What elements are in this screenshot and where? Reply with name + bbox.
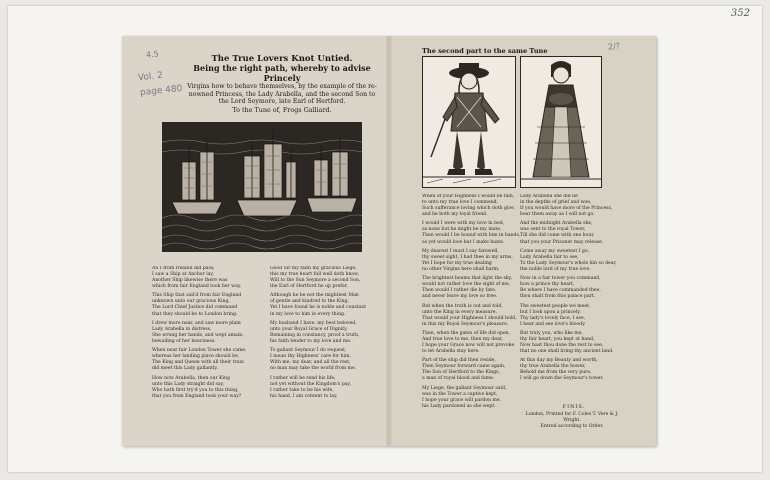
- verse-line: AS I from Ireland did pass,: [152, 266, 215, 271]
- folio-number: 352: [730, 8, 750, 19]
- verse-line: Thy lady's lovely face, I see,: [520, 315, 586, 321]
- verse-line: The brightest beams that light the sky,: [422, 276, 513, 282]
- broadside-sheet: [122, 36, 656, 446]
- verse-line: Lady Arabella fair to see,: [520, 254, 579, 260]
- subtitle-line-5: the Lord Seymore, late Earl of Hertford.: [218, 98, 346, 106]
- verse-line: bewailing of her heaviness.: [152, 338, 216, 344]
- verse-line: and he both my loyal friend.: [422, 212, 488, 218]
- verse-line: Be where I have commanded thee,: [520, 288, 601, 294]
- finis-mark: FINIS.: [562, 404, 586, 410]
- verse-line: The King and Queen with all their train: [152, 360, 244, 366]
- lady-woodcut-image: [520, 56, 602, 188]
- left-verse-column-1: [152, 266, 264, 400]
- verse-line: Remaining in constancy, proof a truth,: [270, 332, 360, 338]
- verse-line: I rather will be rend his life,: [270, 375, 336, 381]
- verse-line: in the depths of grief and woe,: [520, 200, 592, 206]
- verse-line: How now Arabella, then our King: [152, 375, 230, 381]
- verse-line: That would your Highness I should hold,: [422, 315, 517, 321]
- right-verse-column-2: [520, 194, 620, 382]
- verse-line: Now in a fair tower you command,: [520, 276, 601, 282]
- pencil-note-page: page 480: [139, 83, 183, 99]
- imprint-line-1: London, Printed for F. Coles T. Vere & J. Wright.: [525, 412, 619, 423]
- verse-line: Yet I hope for my true dealing: [422, 260, 492, 266]
- pencil-note-right: 2/?: [607, 41, 621, 52]
- verse-line: that they should be to London bring.: [152, 311, 238, 317]
- verse-line: in this my Royal Seymour's pleasure.: [422, 321, 509, 327]
- verse-line: a man of royal blood and fame.: [422, 376, 495, 382]
- verse-line: Then Seymour forward came again,: [422, 364, 506, 370]
- verse-line: And true love to me, then my dear,: [422, 336, 503, 342]
- verse-line: whereas her landing place should be,: [152, 354, 240, 360]
- verse-line: Then would I be bound with him in bands,: [422, 233, 521, 239]
- verse-line: as yet would love but I make haste.: [422, 239, 505, 245]
- verse-line: If you would have more of the Princess,: [520, 206, 613, 212]
- center-fold: [386, 36, 392, 446]
- pencil-note-volume: Vol. 2: [137, 70, 164, 84]
- ballad-title: The True Lovers Knot Untied.: [211, 54, 353, 64]
- verse-line: When near fair London Tower she came,: [152, 348, 247, 354]
- verse-line: that no one shall bring thy ancient land.: [520, 349, 614, 355]
- verse-line: Lady Arabella in distress,: [152, 326, 212, 332]
- verse-line: but I look upon a princely,: [520, 309, 581, 315]
- second-part-title: The second part to the same Tune: [422, 47, 548, 55]
- verse-line: was in the Tower a captive kept,: [422, 391, 498, 397]
- verse-line: that you your Prisoner may release.: [520, 239, 604, 245]
- verse-line: Then would I rather die by fate,: [422, 288, 497, 294]
- verse-line: But when the truth is out and told,: [422, 303, 503, 309]
- verse-line: The sweetest people we meet,: [520, 303, 591, 309]
- verse-line: no other Virgins here shall harm.: [422, 266, 500, 272]
- subtitle-line-3: Virgins how to behave themselves, by the example of the re-: [187, 83, 377, 90]
- verse-line: unto your Royal Grace of Dignity,: [270, 326, 348, 332]
- verse-line: With me, my dear, and all the rest,: [270, 360, 351, 366]
- verse-line: Come away my sweetest I go,: [520, 248, 590, 254]
- verse-line: When of your Highness I would be fain,: [422, 194, 515, 199]
- verse-line: I would I were with my love in bed,: [422, 221, 505, 227]
- verse-line: The Lord Chief Justice did command: [152, 305, 238, 311]
- verse-line: Another Ship likewise there was: [152, 278, 228, 284]
- verse-line: This Ship that sail'd from fair England: [152, 293, 242, 299]
- verse-line: Behold me from the very pure,: [520, 370, 592, 376]
- verse-line: I drew more near, and saw more plain: [152, 320, 241, 326]
- pencil-note-number: 4.5: [145, 49, 160, 60]
- verse-line: thy fair heart, you kept at hand,: [520, 336, 595, 342]
- verse-line: And the midnight Arabella she,: [520, 221, 593, 227]
- verse-line: did meet this Lady gallantly.: [152, 366, 218, 372]
- verse-line: and never leave my love so free.: [422, 294, 498, 300]
- imprint-line-2: Entred according to Order.: [540, 424, 604, 429]
- verse-line: was sent to the royal Tower,: [520, 227, 586, 233]
- verse-line: I will go down the Seymour's tower.: [520, 376, 604, 382]
- verse-line: bear them away as I will not go.: [520, 212, 595, 218]
- subtitle-line-4: nowned Princess, the Lady Arabella, and the second Son to: [188, 90, 376, 98]
- verse-line: I hope your Grace now will not provoke: [422, 342, 515, 348]
- ballad-title-block: [182, 54, 382, 114]
- verse-line: that you from England took your way?: [152, 393, 242, 399]
- verse-line: Now hast thou done the rest to see,: [520, 342, 604, 348]
- verse-line: thy sweet sight, I had thee in my arms,: [422, 254, 513, 260]
- verse-line: to unto my true love I commend,: [422, 200, 499, 206]
- verse-line: At this day my Beauty and worth,: [520, 358, 598, 364]
- verse-line: would not rather love the sight of me,: [422, 282, 511, 288]
- verse-line: Although he be not the mightiest Man: [270, 293, 359, 299]
- verse-line: unto this Lady straight did say,: [152, 381, 225, 387]
- verse-line: Lady Arabella she did lie: [520, 194, 578, 199]
- left-verse-column-2: [270, 266, 382, 400]
- verse-line: I rather take to be his wife,: [270, 387, 334, 393]
- verse-line: Good Sir my faith my gracious Liege,: [270, 266, 357, 271]
- verse-line: To gallant Seymour I do request,: [270, 348, 347, 354]
- verse-line: the noble lord of my true love.: [520, 266, 591, 272]
- verse-line: in my love to him in every thing.: [270, 311, 346, 317]
- verse-line: Such sufferance loving which doth give,: [422, 206, 516, 212]
- verse-line: unknown unto our gracious King,: [152, 299, 230, 305]
- verse-line: I saw a Ship at Anchor lay,: [152, 272, 214, 278]
- ships-woodcut-image: [162, 122, 362, 252]
- verse-line: Yet I have found he is noble and constant: [270, 305, 367, 311]
- verse-line: the Earl of Hertford he up prefer.: [270, 284, 348, 290]
- verse-line: not yet without the Kingdom's pay,: [270, 381, 351, 387]
- verse-line: of gentle and kindred to the King,: [270, 299, 349, 305]
- printer-imprint: [522, 412, 622, 430]
- verse-line: which from fair England took her way.: [152, 284, 242, 290]
- verse-line: no man may take the world from me.: [270, 366, 357, 372]
- verse-line: thy true Arabella the bower,: [520, 364, 586, 370]
- verse-line: Till she did come with one hour,: [520, 233, 595, 239]
- verse-line: his Lady pardoned as she wept.: [422, 403, 496, 409]
- right-verse-column-1: [422, 194, 522, 410]
- verse-line: I hear and see love's bloody.: [520, 321, 586, 327]
- verse-line: She wrung her hands, and wept amain,: [152, 332, 244, 338]
- verse-line: his hand, I am content to lay.: [270, 393, 338, 399]
- verse-line: To the Lady Seymour's whole kin so dear,: [520, 260, 617, 266]
- verse-line: Part of the ship did then reside,: [422, 358, 496, 364]
- verse-line: I hope your grace will pardon me,: [422, 397, 502, 403]
- verse-line: how a prince thy heart,: [520, 282, 575, 288]
- verse-line: My husband I have, my best beloved,: [270, 320, 357, 326]
- verse-line: thou shalt from this palace part.: [520, 294, 596, 300]
- verse-line: this my true heart full well doth know,: [270, 272, 360, 278]
- verse-line: Then, when the gates of life did open,: [422, 330, 511, 336]
- verse-line: to let Arabella stay here.: [422, 349, 480, 355]
- tune-line: To the Tune of, Frogs Galliard.: [232, 105, 332, 114]
- verse-line: unto the King in every measure,: [422, 309, 497, 315]
- verse-line: My Liege, the gallant Seymour said,: [422, 385, 507, 391]
- verse-line: The Son of Hertford to the Kings,: [422, 370, 500, 376]
- verse-line: Will to the Sun Seymore a second Son,: [270, 278, 361, 284]
- verse-line: But truly you, who like me,: [520, 330, 583, 336]
- ballad-subtitle: Being the right path, whereby to advise Princely: [193, 63, 371, 83]
- verse-line: Who hath first try'd you to this thing,: [152, 387, 239, 393]
- cavalier-woodcut-image: [422, 56, 516, 188]
- verse-line: My dearest I must I say farewell,: [422, 248, 499, 254]
- verse-line: his faith tender to my love and me.: [270, 338, 352, 344]
- verse-line: as none but he might be my mate,: [422, 227, 502, 233]
- verse-line: I mean thy Highness' care for him,: [270, 354, 351, 360]
- archival-mount: [8, 6, 762, 472]
